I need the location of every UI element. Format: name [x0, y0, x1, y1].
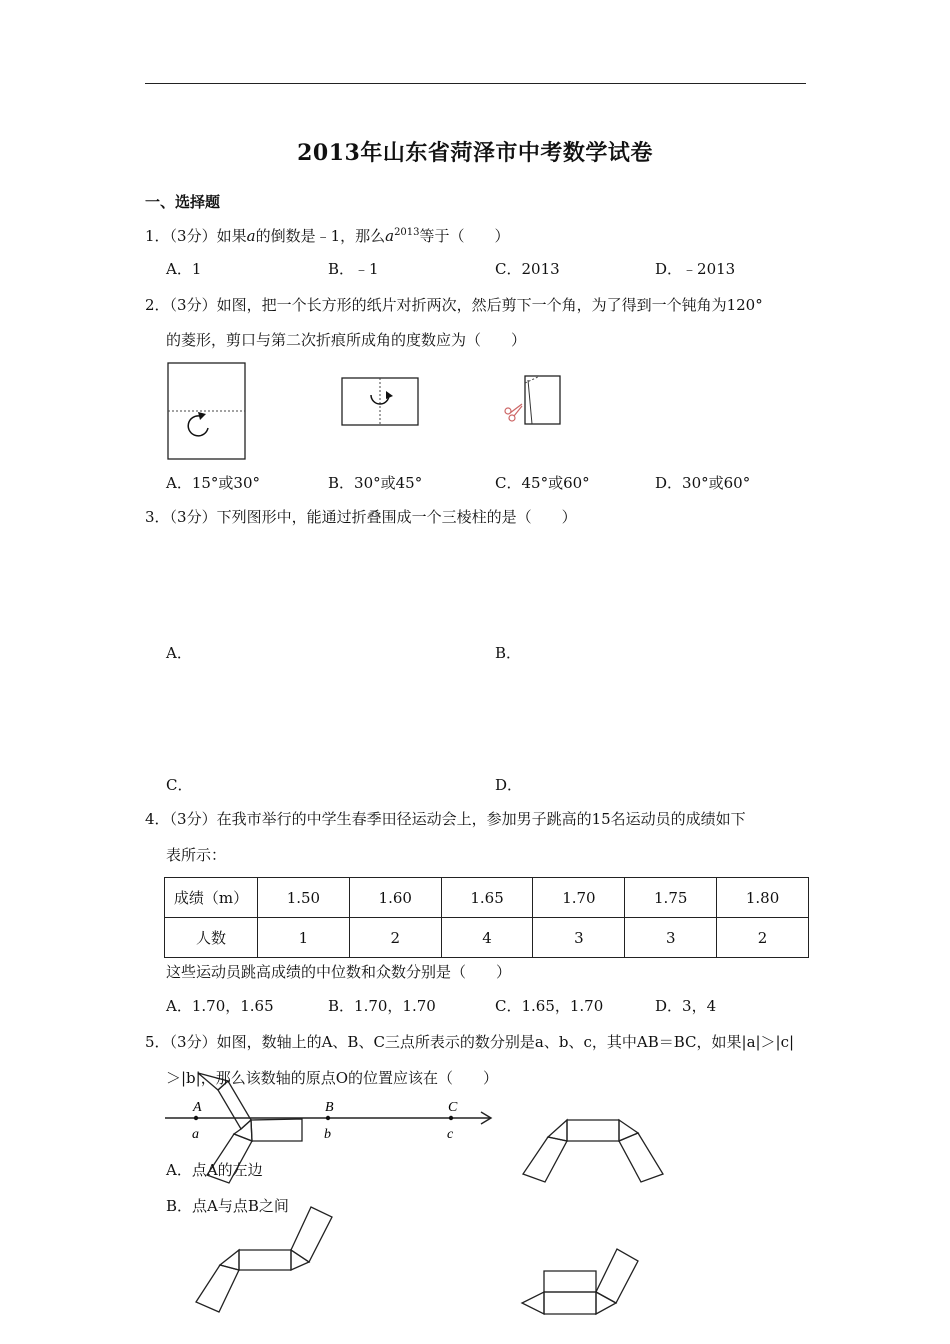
q3-label-b: B． [495, 644, 522, 662]
q4-option-a: A．1.70，1.65 [166, 997, 274, 1015]
point-c [449, 1116, 453, 1120]
table-row [165, 918, 809, 958]
table-cell: 4 [441, 918, 533, 958]
table-cell: 1.70 [533, 878, 625, 918]
q1-text-b: 的倒数是﹣1，那么 [255, 227, 386, 245]
question-2-line-1 [145, 295, 763, 315]
value-b-label: b [324, 1127, 331, 1142]
question-1 [145, 223, 510, 246]
fold-step-1 [168, 363, 245, 459]
q3-net-figures [0, 530, 950, 800]
q3-label-a: A． [166, 644, 192, 662]
table-cell: 2 [717, 918, 809, 958]
q5-option-a: A．点A的左边 [166, 1161, 263, 1179]
point-b [326, 1116, 330, 1120]
table-cell: 1.65 [441, 878, 533, 918]
question-4-line-2: 表所示： [166, 846, 227, 864]
q2-option-d: D．30°或60° [655, 474, 751, 492]
q1-var-a: a [246, 227, 256, 245]
q1-option-d: D．﹣2013 [655, 260, 736, 278]
number-line [160, 1095, 500, 1145]
q3-label-c: C． [166, 776, 193, 794]
question-4-after: 这些运动员跳高成绩的中位数和众数分别是（ ） [166, 963, 512, 981]
point-c-label: C [448, 1100, 458, 1115]
table-cell: 1.50 [258, 878, 350, 918]
q1-option-a: A．1 [166, 260, 202, 278]
q1-option-b: B．﹣1 [328, 260, 379, 278]
q1-text-c: 等于（ ） [419, 227, 510, 245]
q1-var-a2: a [385, 227, 395, 245]
q2-folding-figures [160, 358, 600, 468]
q4-number: 4． [145, 810, 170, 828]
q3-label-d: D． [495, 776, 523, 794]
q2-option-c: C．45°或60° [495, 474, 590, 492]
q3-score: （3分） [169, 508, 217, 526]
table-cell: 1 [258, 918, 350, 958]
scissors-icon [505, 404, 522, 421]
q4-option-d: D．3，4 [655, 997, 717, 1015]
question-5-line-2: ＞|b|，那么该数轴的原点O的位置应该在（ ） [166, 1069, 499, 1087]
q1-text-a: 如果 [216, 227, 247, 245]
q1-exponent: 2013 [394, 227, 420, 238]
q4-option-b: B．1.70，1.70 [328, 997, 436, 1015]
point-a [194, 1116, 198, 1120]
fold-step-3 [505, 376, 560, 424]
table-cell: 2 [349, 918, 441, 958]
table-header-cell: 成绩（m） [165, 878, 258, 918]
scores-table [164, 877, 809, 958]
q1-score: （3分） [169, 227, 217, 245]
q2-text-1: 如图，把一个长方形的纸片对折两次，然后剪下一个角，为了得到一个钝角为120° [216, 296, 763, 314]
net-c [196, 1207, 332, 1312]
fold-step-2 [342, 378, 418, 425]
q2-number: 2． [145, 296, 170, 314]
q3-text: 下列图形中，能通过折叠围成一个三棱柱的是（ ） [216, 508, 577, 526]
q2-option-a: A．15°或30° [166, 474, 261, 492]
q5-option-b: B．点A与点B之间 [166, 1197, 289, 1215]
fold-arrow-icon [188, 416, 208, 436]
top-rule [145, 83, 806, 84]
q2-score: （3分） [169, 296, 217, 314]
q1-number: 1． [145, 227, 170, 245]
q4-option-c: C．1.65，1.70 [495, 997, 604, 1015]
table-cell: 3 [625, 918, 717, 958]
q3-number: 3． [145, 508, 170, 526]
table-cell: 1.80 [717, 878, 809, 918]
q5-score: （3分） [169, 1033, 217, 1051]
point-a-label: A [193, 1100, 202, 1115]
table-cell: 1.75 [625, 878, 717, 918]
q5-text-1: 如图，数轴上的A、B、C三点所表示的数分别是a、b、c，其中AB＝BC，如果|a|＞|c| [216, 1033, 795, 1051]
q4-text-1: 在我市举行的中学生春季田径运动会上，参加男子跳高的15名运动员的成绩如下 [216, 810, 746, 828]
value-a-label: a [192, 1127, 199, 1142]
table-row [165, 878, 809, 918]
value-c-label: c [447, 1127, 454, 1142]
table-cell: 3 [533, 918, 625, 958]
net-b [523, 1120, 663, 1182]
question-2-line-2: 的菱形，剪口与第二次折痕所成角的度数应为（ ） [166, 331, 527, 349]
section-heading: 一、选择题 [145, 193, 221, 211]
point-b-label: B [325, 1100, 334, 1115]
q1-option-c: C．2013 [495, 260, 560, 278]
q5-number: 5． [145, 1033, 170, 1051]
question-4-line-1 [145, 809, 746, 829]
table-header-cell: 人数 [165, 918, 258, 958]
question-5-line-1 [145, 1032, 794, 1052]
q4-score: （3分） [169, 810, 217, 828]
question-3 [145, 507, 577, 527]
page-title: 2013年山东省菏泽市中考数学试卷 [297, 140, 653, 166]
net-d [522, 1249, 638, 1314]
q2-option-b: B．30°或45° [328, 474, 423, 492]
table-cell: 1.60 [349, 878, 441, 918]
